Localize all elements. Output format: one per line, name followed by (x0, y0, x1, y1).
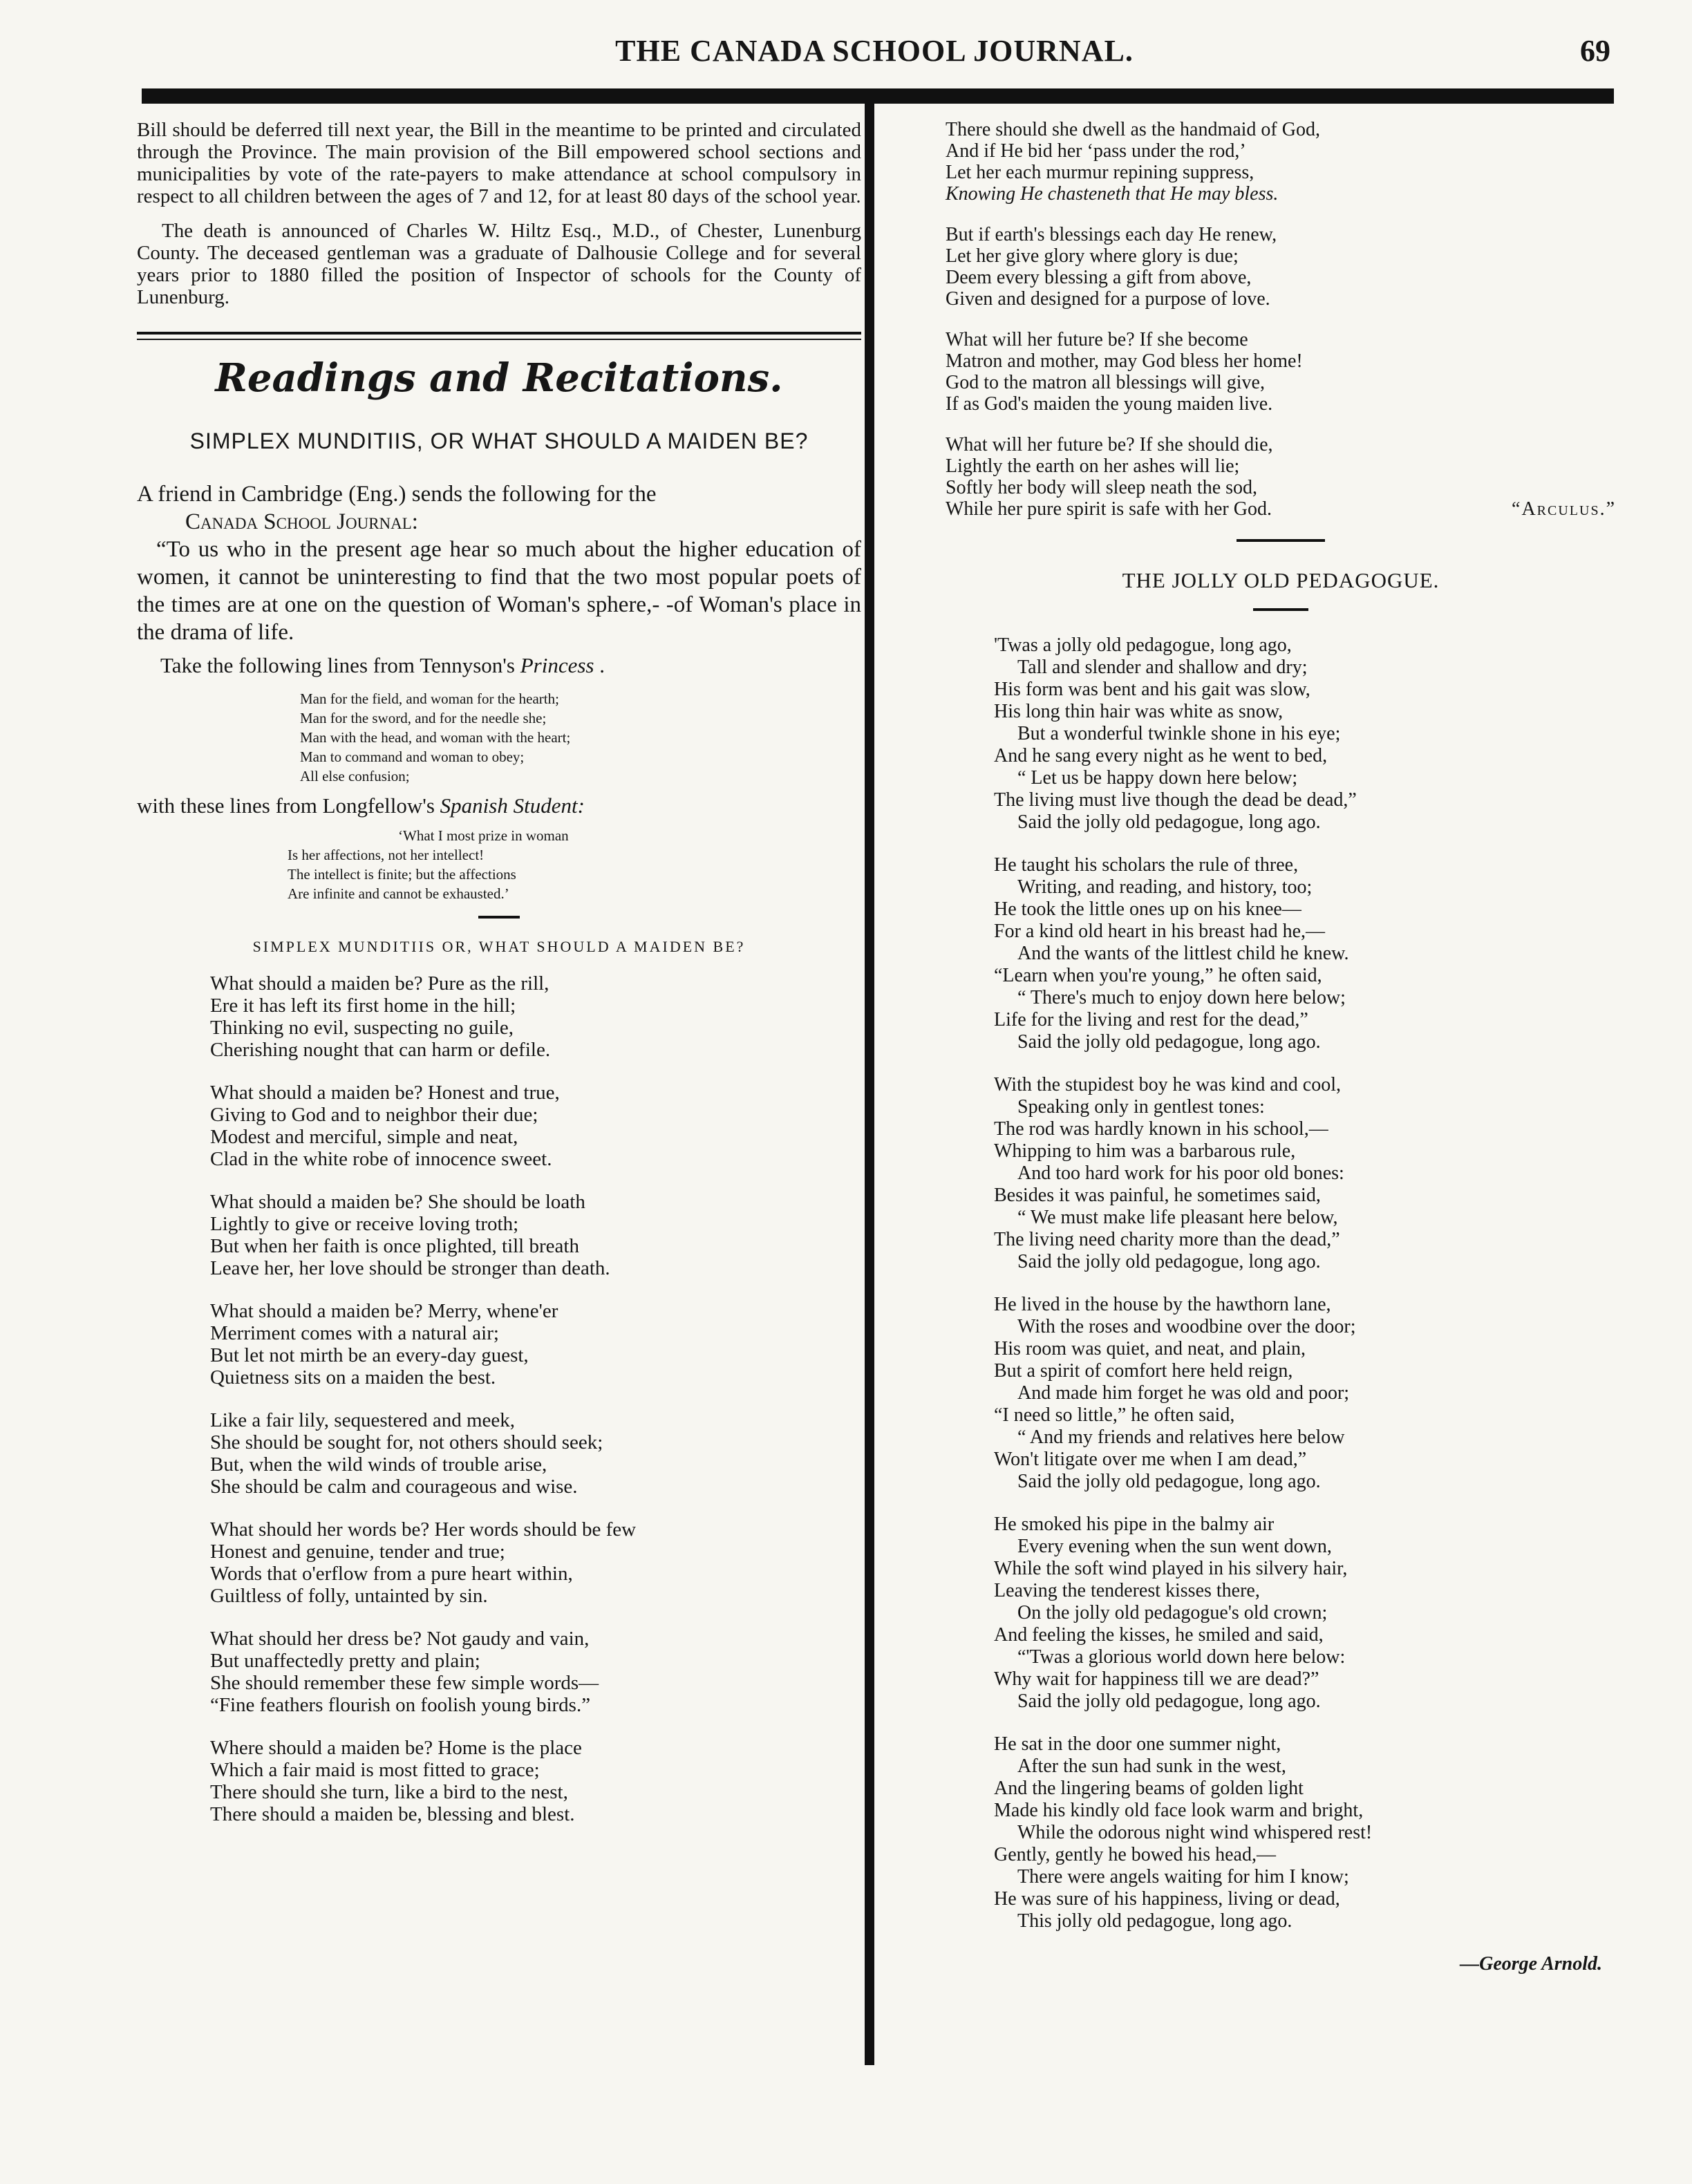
page-header (138, 33, 1610, 75)
verse-line: Words that o'erflow from a pure heart within, (210, 1563, 573, 1585)
attribution: “Arculus.” (1512, 498, 1616, 520)
short-divider (478, 916, 520, 919)
poem-stanzas-continued (946, 119, 1616, 520)
verse-line: Matron and mother, may God bless her home! (946, 350, 1303, 372)
verse-line: Said the jolly old pedagogue, long ago. (1017, 1471, 1321, 1492)
verse-line: “Learn when you're young,” he often said, (994, 965, 1322, 986)
verse-line: Giving to God and to neighbor their due; (210, 1104, 538, 1126)
section-title: Readings and Recitations. (215, 355, 783, 401)
verse-line: Clad in the white robe of innocence sweet. (210, 1148, 552, 1170)
verse-line: Thinking no evil, suspecting no guile, (210, 1017, 514, 1039)
tennyson-intro: Take the following lines from Tennyson's Princess . (160, 653, 605, 677)
verse-line: On the jolly old pedagogue's old crown; (1017, 1602, 1328, 1623)
stanza (994, 1514, 1616, 1713)
verse-line: Speaking only in gentlest tones: (1017, 1096, 1265, 1118)
verse-line: Let her each murmur repining suppress, (946, 162, 1254, 183)
verse-line: Tall and slender and shallow and dry; (1017, 657, 1308, 678)
longfellow-intro (137, 793, 861, 819)
verse-line: Ere it has left its first home in the hill; (210, 995, 516, 1017)
stanza (994, 1294, 1616, 1493)
quote-line: Is her affections, not her intellect! (288, 847, 485, 863)
quote-line: Man for the field, and woman for the hearth; (300, 690, 559, 707)
stanza (210, 972, 861, 1061)
verse-line: While her pure spirit is safe with her God. (946, 498, 1272, 520)
stanza (210, 1409, 861, 1498)
tennyson-quote (300, 689, 861, 786)
stanza (210, 1300, 861, 1388)
verse-line: Where should a maiden be? Home is the place (210, 1737, 582, 1759)
verse-line: What will her future be? If she should die, (946, 434, 1273, 455)
verse-line: Knowing He chasteneth that He may bless. (946, 183, 1279, 205)
verse-line: Made his kindly old face look warm and bright, (994, 1800, 1364, 1821)
verse-line: What should a maiden be? She should be loath (210, 1191, 585, 1213)
verse-line: Leave her, her love should be stronger than death. (210, 1257, 610, 1279)
longfellow-intro-text: with these lines from Longfellow's (137, 793, 435, 818)
verse-line: What should her words be? Her words should be few (210, 1518, 637, 1541)
intro-quote: “To us who in the present age hear so much about the higher education of women, it cannot be uninteresting to find that the two most popular poets of the times are at one on the question of Woman's sphere,- -of Woman's place in the drama of life. (137, 537, 861, 645)
tennyson-intro-text: Take the following lines from Tennyson's (160, 653, 515, 677)
verse-line: While the odorous night wind whispered rest! (1017, 1822, 1373, 1843)
verse-line: Writing, and reading, and history, too; (1017, 876, 1313, 898)
verse-line: Said the jolly old pedagogue, long ago. (1017, 1031, 1321, 1053)
verse-line: But if earth's blessings each day He renew, (946, 224, 1277, 245)
column-divider (865, 88, 874, 2065)
verse-line: Given and designed for a purpose of love. (946, 288, 1270, 310)
verse-line: Deem every blessing a gift from above, (946, 267, 1252, 288)
verse-line: Lightly the earth on her ashes will lie; (946, 455, 1240, 477)
verse-line: The rod was hardly known in his school,— (994, 1118, 1328, 1140)
verse-line: But a wonderful twinkle shone in his eye; (1017, 723, 1341, 744)
stanza (210, 1737, 861, 1825)
verse-line: And he sang every night as he went to bed, (994, 745, 1328, 766)
stanza (946, 119, 1616, 205)
page-number: 69 (1580, 34, 1610, 68)
verse-line: While the soft wind played in his silvery hair, (994, 1558, 1348, 1579)
verse-line: “ And my friends and relatives here below (1017, 1427, 1345, 1448)
author-signature: —George Arnold. (1460, 1953, 1602, 1975)
pedagogue-poem (946, 634, 1616, 1932)
quote-line: All else confusion; (300, 768, 410, 784)
verse-line: And too hard work for his poor old bones: (1017, 1162, 1344, 1184)
verse-line: What should a maiden be? Honest and true, (210, 1082, 560, 1104)
stanza (946, 224, 1616, 310)
prose-paragraph: The death is announced of Charles W. Hiltz Esq., M.D., of Chester, Lunenburg County. The deceased gentleman was a graduate of Dalhousie College and for several years prior to 1880 filled the position of Inspector of schools for the County of Lunenburg. (137, 220, 861, 308)
verse-line: She should remember these few simple words— (210, 1672, 599, 1694)
verse-line: He was sure of his happiness, living or dead, (994, 1888, 1340, 1910)
verse-line: What should a maiden be? Pure as the rill, (210, 972, 549, 995)
verse-line: For a kind old heart in his breast had he,— (994, 921, 1326, 942)
quote-line: Man for the sword, and for the needle she; (300, 710, 547, 726)
verse-line: What should her dress be? Not gaudy and vain, (210, 1628, 590, 1650)
verse-line: Which a fair maid is most fitted to grace; (210, 1759, 540, 1781)
mid-divider (1237, 539, 1325, 542)
verse-line: His room was quiet, and neat, and plain, (994, 1338, 1306, 1359)
verse-line: Gently, gently he bowed his head,— (994, 1844, 1276, 1865)
longfellow-quote (288, 826, 861, 903)
verse-line: “ There's much to enjoy down here below; (1017, 987, 1346, 1008)
stanza (210, 1628, 861, 1716)
verse-line: His long thin hair was white as snow, (994, 701, 1284, 722)
verse-line: Said the jolly old pedagogue, long ago. (1017, 811, 1321, 833)
stanza (994, 854, 1616, 1053)
verse-line: “Fine feathers flourish on foolish young birds.” (210, 1694, 591, 1716)
verse-line: Won't litigate over me when I am dead,” (994, 1449, 1307, 1470)
quote-line: The intellect is finite; but the affections (288, 866, 516, 883)
left-column (137, 119, 861, 1846)
longfellow-work: Spanish Student: (440, 793, 585, 818)
verse-line: And the wants of the littlest child he knew. (1017, 943, 1349, 964)
verse-line: Softly her body will sleep neath the sod, (946, 477, 1258, 498)
verse-line: Lightly to give or receive loving troth; (210, 1213, 519, 1235)
verse-line: Like a fair lily, sequestered and meek, (210, 1409, 515, 1431)
quote-line: Man to command and woman to obey; (300, 749, 525, 765)
right-column (946, 119, 1616, 1975)
verse-line: There should a maiden be, blessing and blest. (210, 1803, 575, 1825)
verse-line: “I need so little,” he often said, (994, 1404, 1235, 1426)
poem-heading: SIMPLEX MUNDITIIS OR, WHAT SHOULD A MAIDEN BE? (252, 938, 746, 955)
verse-line: She should be calm and courageous and wise. (210, 1476, 578, 1498)
verse-line: Merriment comes with a natural air; (210, 1322, 499, 1344)
verse-line-with-attribution (946, 498, 1616, 520)
verse-line: Cherishing nought that can harm or defile. (210, 1039, 551, 1061)
verse-line: If as God's maiden the young maiden live. (946, 393, 1273, 415)
verse-line: But when her faith is once plighted, till breath (210, 1235, 579, 1257)
stanza (210, 1082, 861, 1170)
verse-line: And the lingering beams of golden light (994, 1778, 1304, 1799)
poem-stanzas (137, 972, 861, 1825)
verse-line: Honest and genuine, tender and true; (210, 1541, 505, 1563)
verse-line: Life for the living and rest for the dead,” (994, 1009, 1308, 1030)
verse-line: Whipping to him was a barbarous rule, (994, 1140, 1296, 1162)
verse-line: He taught his scholars the rule of three, (994, 854, 1299, 876)
stanza (994, 634, 1616, 834)
top-rule (142, 88, 1614, 104)
quote-line: Man with the head, and woman with the heart; (300, 729, 571, 746)
verse-line: There should she dwell as the handmaid of God, (946, 119, 1320, 140)
verse-line: Said the jolly old pedagogue, long ago. (1017, 1691, 1321, 1712)
verse-line: And made him forget he was old and poor; (1017, 1382, 1350, 1404)
prose-paragraph: Bill should be deferred till next year, the Bill in the meantime to be printed and circulated through the Province. The main provision of the Bill empowered school sections and municipalities by vote of the rate-payers to make attendance at school compulsory in respect to all children between the ages of 7 and 12, for at least 80 days of the school year. (137, 119, 861, 207)
verse-line: And feeling the kisses, he smiled and said, (994, 1624, 1324, 1646)
verse-line: What should a maiden be? Merry, whene'er (210, 1300, 558, 1322)
verse-line: The living must live though the dead be dead,” (994, 789, 1357, 811)
verse-line: Modest and merciful, simple and neat, (210, 1126, 518, 1148)
verse-line: Guiltless of folly, untainted by sin. (210, 1585, 488, 1607)
verse-line: But unaffectedly pretty and plain; (210, 1650, 480, 1672)
verse-line: Why wait for happiness till we are dead?” (994, 1668, 1319, 1690)
stanza (994, 1074, 1616, 1273)
verse-line: There were angels waiting for him I know; (1017, 1866, 1349, 1888)
verse-line: Quietness sits on a maiden the best. (210, 1366, 496, 1388)
stanza (994, 1733, 1616, 1932)
verse-line: But a spirit of comfort here held reign, (994, 1360, 1293, 1382)
verse-line: “ We must make life pleasant here below, (1017, 1207, 1338, 1228)
verse-line: Besides it was painful, he sometimes said, (994, 1185, 1321, 1206)
journal-title: THE CANADA SCHOOL JOURNAL. (615, 34, 1134, 68)
verse-line: What will her future be? If she become (946, 329, 1248, 350)
quote-line: Are infinite and cannot be exhausted.’ (288, 885, 509, 902)
stanza (210, 1191, 861, 1279)
verse-line: This jolly old pedagogue, long ago. (1017, 1910, 1292, 1932)
verse-line: He smoked his pipe in the balmy air (994, 1514, 1275, 1535)
verse-line: There should she turn, like a bird to the nest, (210, 1781, 568, 1803)
verse-line: Every evening when the sun went down, (1017, 1536, 1332, 1557)
verse-line: He sat in the door one summer night, (994, 1733, 1281, 1755)
verse-line: “'Twas a glorious world down here below: (1017, 1646, 1346, 1668)
section-divider (137, 332, 861, 340)
verse-line: With the stupidest boy he was kind and cool, (994, 1074, 1342, 1095)
verse-line: But let not mirth be an every-day guest, (210, 1344, 529, 1366)
verse-line: With the roses and woodbine over the door; (1017, 1316, 1356, 1337)
verse-line: His form was bent and his gait was slow, (994, 679, 1310, 700)
article-heading: SIMPLEX MUNDITIIS, OR WHAT SHOULD A MAIDEN BE? (189, 429, 809, 453)
verse-line: She should be sought for, not others should seek; (210, 1431, 603, 1453)
verse-line: Said the jolly old pedagogue, long ago. (1017, 1251, 1321, 1272)
tennyson-work: Princess (520, 653, 594, 677)
verse-line: Let her give glory where glory is due; (946, 245, 1239, 267)
verse-line: But, when the wild winds of trouble arise, (210, 1453, 547, 1476)
verse-line: The living need charity more than the dead,” (994, 1229, 1340, 1250)
stanza (210, 1518, 861, 1607)
journal-name: Canada School Journal: (185, 509, 418, 534)
verse-line: He lived in the house by the hawthorn lane, (994, 1294, 1331, 1315)
stanza (946, 329, 1616, 415)
verse-line: He took the little ones up on his knee— (994, 898, 1301, 920)
intro-text (137, 480, 861, 679)
short-divider (1253, 608, 1308, 611)
verse-line: And if He bid her ‘pass under the rod,’ (946, 140, 1246, 162)
verse-line: God to the matron all blessings will give, (946, 372, 1265, 393)
verse-line: After the sun had sunk in the west, (1017, 1755, 1286, 1777)
verse-line: 'Twas a jolly old pedagogue, long ago, (994, 634, 1292, 656)
poem2-heading: THE JOLLY OLD PEDAGOGUE. (1122, 568, 1440, 592)
quote-line: ‘What I most prize in woman (398, 827, 569, 844)
verse-line: Leaving the tenderest kisses there, (994, 1580, 1260, 1601)
verse-line: “ Let us be happy down here below; (1017, 767, 1298, 789)
intro-line: A friend in Cambridge (Eng.) sends the following for the (137, 482, 657, 507)
stanza (946, 434, 1616, 520)
